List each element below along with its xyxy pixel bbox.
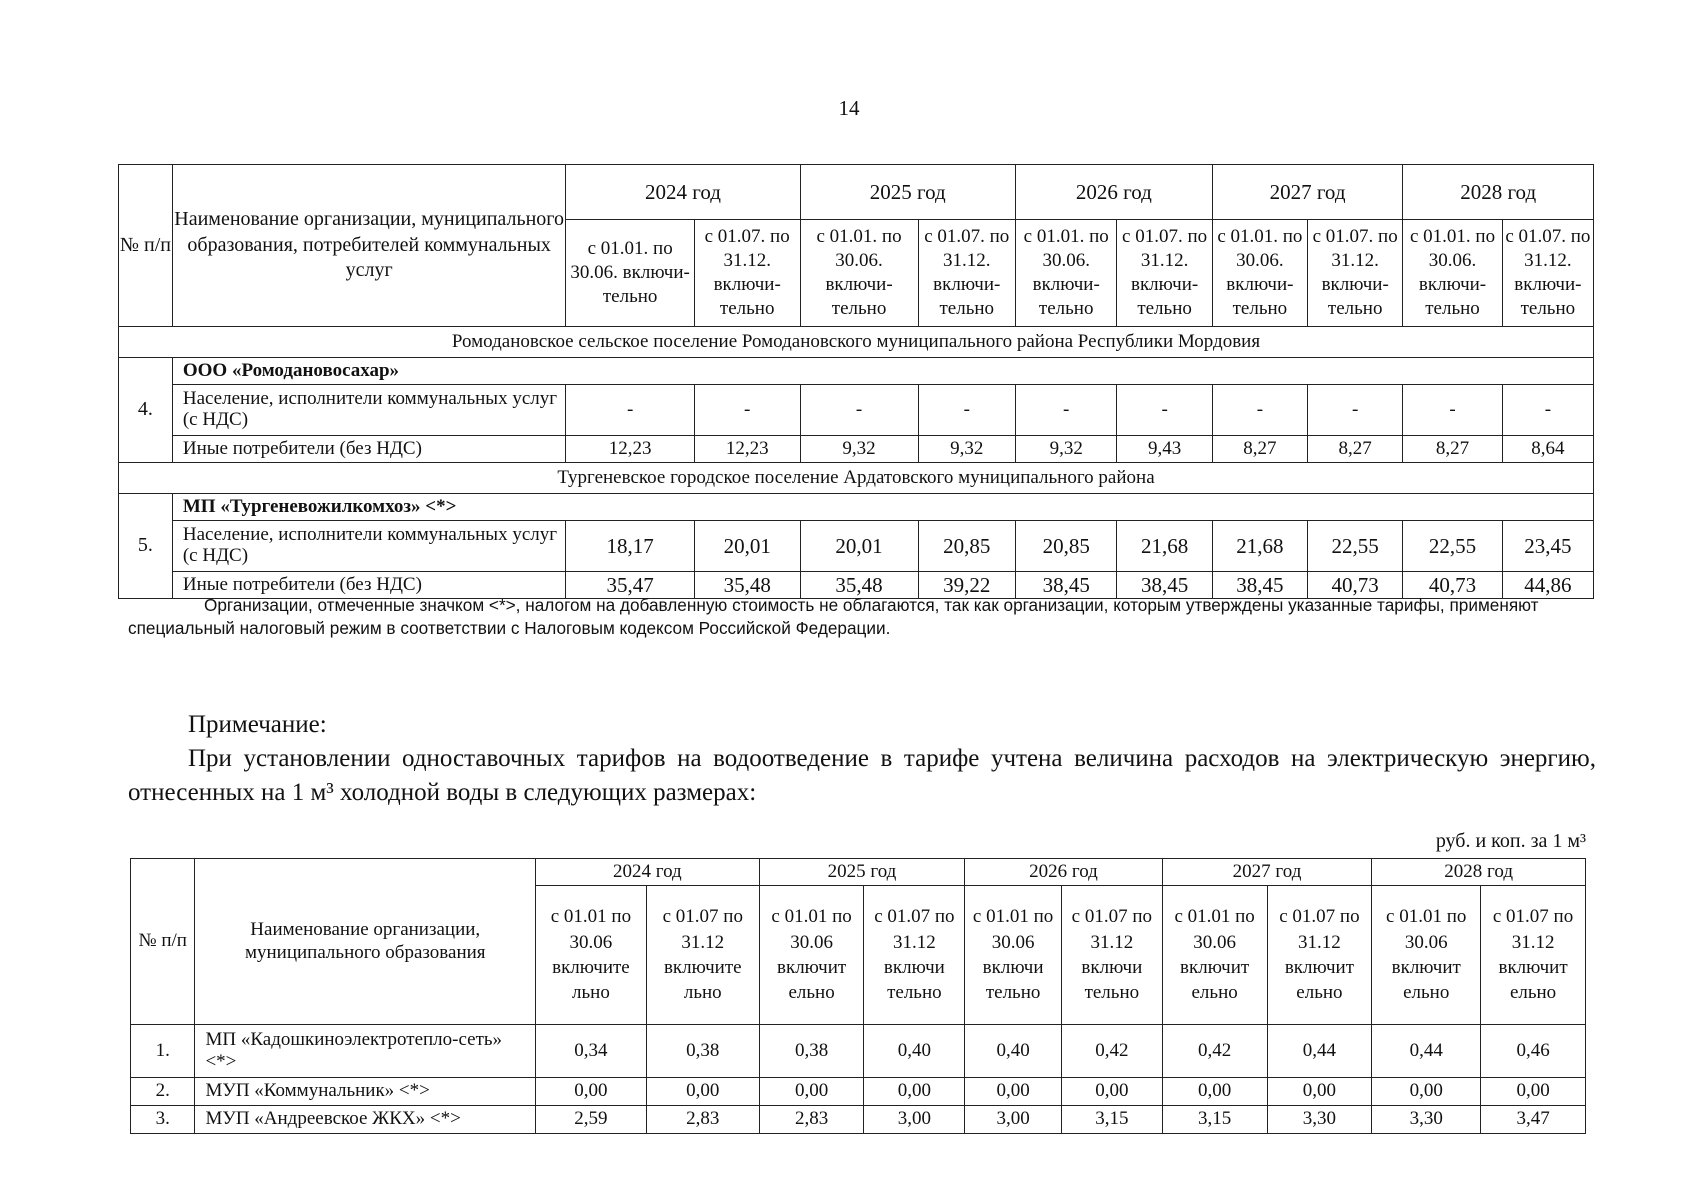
cost-value: 0,00 xyxy=(864,1078,965,1106)
period-header: с 01.01 по 30.06 включит ельно xyxy=(1162,886,1267,1025)
cost-value: 0,00 xyxy=(1267,1078,1372,1106)
period-header: с 01.01. по 30.06. включи- тельно xyxy=(1212,220,1307,327)
tariff-value: 38,45 xyxy=(1117,572,1212,599)
electricity-cost-table xyxy=(130,858,1586,1134)
table-row xyxy=(131,1078,1586,1106)
cost-value: 0,00 xyxy=(646,1078,759,1106)
consumer-label: Население, исполнители коммунальных услуг (с НДС) xyxy=(172,385,566,436)
period-header: с 01.07 по 31.12 включи тельно xyxy=(864,886,965,1025)
cost-value: 3,00 xyxy=(965,1106,1062,1134)
cost-value: 2,83 xyxy=(646,1106,759,1134)
tariff-value: - xyxy=(800,385,918,436)
tariff-value: 8,27 xyxy=(1308,436,1403,463)
tariff-value: 21,68 xyxy=(1212,521,1307,572)
cost-value: 3,47 xyxy=(1481,1106,1586,1134)
row-number: 1. xyxy=(131,1025,195,1078)
period-header: с 01.07. по 31.12. включи- тельно xyxy=(694,220,800,327)
cost-value: 0,00 xyxy=(1481,1078,1586,1106)
period-header: с 01.07 по 31.12 включите льно xyxy=(646,886,759,1025)
tariff-value: - xyxy=(918,385,1015,436)
footnote: Организации, отмеченные значком <*>, налогом на добавленную стоимость не облагаются, так как организации, которым утверждены указанные тарифы, применяют специальный налоговый режим в соответствии с Налоговым кодексом Российской Федерации. xyxy=(128,595,1539,639)
consumer-label: Население, исполнители коммунальных услуг (с НДС) xyxy=(172,521,566,572)
tariff-value: 35,47 xyxy=(566,572,694,599)
consumer-label: Иные потребители (без НДС) xyxy=(172,436,566,463)
cost-value: 0,46 xyxy=(1481,1025,1586,1078)
col-header-name: Наименование организации, муниципального образования xyxy=(195,859,536,1025)
row-number: 5. xyxy=(119,494,173,599)
period-header: с 01.01 по 30.06 включи тельно xyxy=(965,886,1062,1025)
tariff-value: 20,01 xyxy=(800,521,918,572)
col-header-number: № п/п xyxy=(119,165,173,327)
organization-name: МП «Кадошкиноэлектротепло-сеть» <*> xyxy=(195,1025,536,1078)
cost-value: 0,42 xyxy=(1061,1025,1162,1078)
tariff-table xyxy=(118,164,1594,599)
tariff-value: 9,32 xyxy=(1015,436,1117,463)
period-header: с 01.01 по 30.06 включите льно xyxy=(536,886,647,1025)
table-row xyxy=(119,521,1594,572)
table-row xyxy=(119,436,1594,463)
year-header: 2028 год xyxy=(1372,859,1586,886)
tariff-value: - xyxy=(1117,385,1212,436)
period-header: с 01.01. по 30.06. включи- тельно xyxy=(1403,220,1502,327)
cost-value: 3,15 xyxy=(1162,1106,1267,1134)
section-title: Тургеневское городское поселение Ардатовского муниципального района xyxy=(119,463,1594,494)
tariff-value: 39,22 xyxy=(918,572,1015,599)
tariff-value: 8,27 xyxy=(1403,436,1502,463)
tariff-value: - xyxy=(1403,385,1502,436)
year-header: 2025 год xyxy=(759,859,965,886)
tariff-value: 8,64 xyxy=(1502,436,1593,463)
period-header: с 01.01 по 30.06 включит ельно xyxy=(1372,886,1481,1025)
organization-name: МП «Тургеневожилкомхоз» <*> xyxy=(172,494,1593,521)
tariff-value: 40,73 xyxy=(1403,572,1502,599)
cost-value: 0,00 xyxy=(1372,1078,1481,1106)
tariff-value: 9,43 xyxy=(1117,436,1212,463)
cost-value: 0,34 xyxy=(536,1025,647,1078)
col-header-name: Наименование организации, муниципального образования, потребителей коммунальных услуг xyxy=(172,165,566,327)
note-title: Примечание: xyxy=(188,711,327,738)
tariff-value: 38,45 xyxy=(1212,572,1307,599)
tariff-value: 9,32 xyxy=(918,436,1015,463)
period-header: с 01.07. по 31.12. включи- тельно xyxy=(1502,220,1593,327)
section-title: Ромодановское сельское поселение Ромодановского муниципального района Республики Мордовия xyxy=(119,327,1594,358)
cost-value: 0,42 xyxy=(1162,1025,1267,1078)
tariff-value: - xyxy=(1015,385,1117,436)
tariff-value: - xyxy=(566,385,694,436)
period-header: с 01.07 по 31.12 включит ельно xyxy=(1481,886,1586,1025)
tariff-value: - xyxy=(1502,385,1593,436)
cost-value: 0,00 xyxy=(1162,1078,1267,1106)
period-header: с 01.07 по 31.12 включит ельно xyxy=(1267,886,1372,1025)
period-header: с 01.01. по 30.06. включи- тельно xyxy=(1015,220,1117,327)
tariff-value: 21,68 xyxy=(1117,521,1212,572)
period-header: с 01.07 по 31.12 включи тельно xyxy=(1061,886,1162,1025)
cost-value: 3,15 xyxy=(1061,1106,1162,1134)
consumer-label: Иные потребители (без НДС) xyxy=(172,572,566,599)
table-row xyxy=(119,385,1594,436)
tariff-value: 18,17 xyxy=(566,521,694,572)
cost-value: 3,00 xyxy=(864,1106,965,1134)
tariff-value: - xyxy=(1212,385,1307,436)
table-row xyxy=(131,1106,1586,1134)
period-header: с 01.01. по 30.06. включи- тельно xyxy=(800,220,918,327)
cost-value: 0,00 xyxy=(536,1078,647,1106)
cost-value: 0,44 xyxy=(1372,1025,1481,1078)
cost-value: 0,38 xyxy=(759,1025,864,1078)
tariff-value: - xyxy=(694,385,800,436)
tariff-value: 44,86 xyxy=(1502,572,1593,599)
cost-value: 0,38 xyxy=(646,1025,759,1078)
tariff-value: 12,23 xyxy=(566,436,694,463)
period-header: с 01.01. по 30.06. включи- тельно xyxy=(566,220,694,327)
year-header: 2027 год xyxy=(1162,859,1372,886)
tariff-value: 9,32 xyxy=(800,436,918,463)
cost-value: 0,00 xyxy=(759,1078,864,1106)
tariff-value: 40,73 xyxy=(1308,572,1403,599)
cost-value: 0,40 xyxy=(864,1025,965,1078)
year-header: 2026 год xyxy=(965,859,1162,886)
row-number: 3. xyxy=(131,1106,195,1134)
row-number: 4. xyxy=(119,358,173,463)
note-text: При установлении одноставочных тарифов на водоотведение в тарифе учтена величина расходов на электрическую энергию, отнесенных на 1 м³ холодной воды в следующих размерах: xyxy=(128,745,1596,806)
tariff-value: 20,85 xyxy=(1015,521,1117,572)
cost-value: 2,83 xyxy=(759,1106,864,1134)
tariff-value: 8,27 xyxy=(1212,436,1307,463)
year-header: 2027 год xyxy=(1212,165,1403,220)
row-number: 2. xyxy=(131,1078,195,1106)
year-header: 2026 год xyxy=(1015,165,1212,220)
tariff-value: 22,55 xyxy=(1403,521,1502,572)
organization-name: МУП «Коммунальник» <*> xyxy=(195,1078,536,1106)
tariff-value: 35,48 xyxy=(800,572,918,599)
year-header: 2028 год xyxy=(1403,165,1594,220)
tariff-value: 20,85 xyxy=(918,521,1015,572)
tariff-value: 35,48 xyxy=(694,572,800,599)
page-number: 14 xyxy=(838,96,860,120)
period-header: с 01.07. по 31.12. включи- тельно xyxy=(1308,220,1403,327)
period-header: с 01.07. по 31.12. включи- тельно xyxy=(1117,220,1212,327)
period-header: с 01.01 по 30.06 включит ельно xyxy=(759,886,864,1025)
organization-name: ООО «Ромодановосахар» xyxy=(172,358,1593,385)
tariff-value: - xyxy=(1308,385,1403,436)
cost-value: 0,00 xyxy=(965,1078,1062,1106)
organization-name: МУП «Андреевское ЖКХ» <*> xyxy=(195,1106,536,1134)
cost-value: 0,44 xyxy=(1267,1025,1372,1078)
year-header: 2024 год xyxy=(566,165,800,220)
col-header-number: № п/п xyxy=(131,859,195,1025)
tariff-value: 23,45 xyxy=(1502,521,1593,572)
period-header: с 01.07. по 31.12. включи- тельно xyxy=(918,220,1015,327)
table-row xyxy=(131,1025,1586,1078)
cost-value: 0,00 xyxy=(1061,1078,1162,1106)
cost-value: 2,59 xyxy=(536,1106,647,1134)
tariff-value: 38,45 xyxy=(1015,572,1117,599)
year-header: 2024 год xyxy=(536,859,760,886)
tariff-value: 20,01 xyxy=(694,521,800,572)
tariff-value: 12,23 xyxy=(694,436,800,463)
year-header: 2025 год xyxy=(800,165,1015,220)
cost-value: 0,40 xyxy=(965,1025,1062,1078)
units-label: руб. и коп. за 1 м³ xyxy=(1435,830,1586,852)
cost-value: 3,30 xyxy=(1267,1106,1372,1134)
tariff-value: 22,55 xyxy=(1308,521,1403,572)
cost-value: 3,30 xyxy=(1372,1106,1481,1134)
